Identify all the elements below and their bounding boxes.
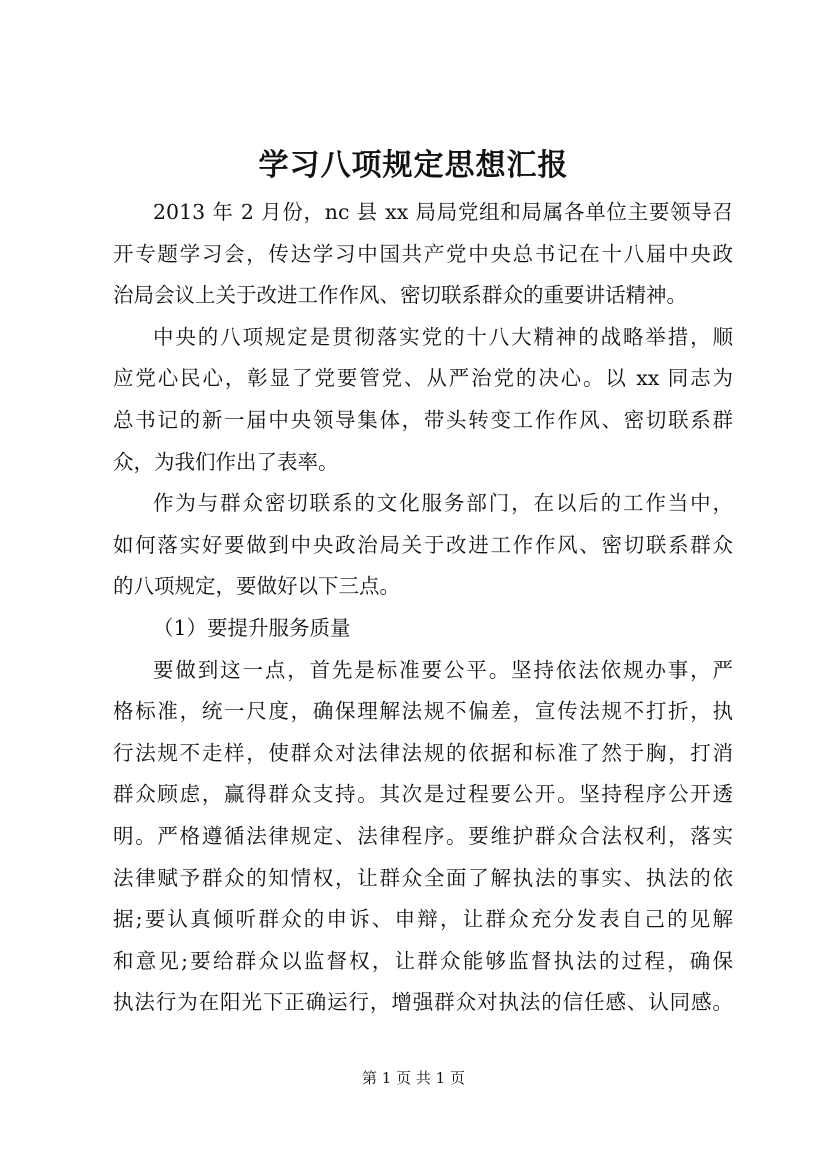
paragraph-line: 和意见;要给群众以监督权，让群众能够监督执法的过程，确保 [113, 948, 733, 973]
paragraph-line: 执法行为在阳光下正确运行，增强群众对执法的信任感、认同感。 [113, 990, 733, 1015]
paragraph-line: 行法规不走样，使群众对法律法规的依据和标准了然于胸，打消 [113, 740, 733, 765]
paragraph-line: 作为与群众密切联系的文化服务部门，在以后的工作当中， [153, 491, 733, 516]
paragraph-line: 应党心民心，彰显了党要管党、从严治党的决心。以 xx 同志为 [113, 366, 733, 391]
paragraph-line: 总书记的新一届中央领导集体，带头转变工作作风、密切联系群 [113, 407, 733, 432]
paragraph-line: 治局会议上关于改进工作作风、密切联系群众的重要讲话精神。 [113, 283, 687, 308]
paragraph-line: 如何落实好要做到中央政治局关于改进工作作风、密切联系群众 [113, 532, 733, 557]
paragraph-line: 众，为我们作出了表率。 [113, 449, 339, 474]
paragraph-line: 开专题学习会，传达学习中国共产党中央总书记在十八届中央政 [113, 241, 733, 266]
paragraph-line: 法律赋予群众的知情权，让群众全面了解执法的事实、执法的依 [113, 865, 733, 890]
paragraph-line: 群众顾虑，赢得群众支持。其次是过程要公开。坚持程序公开透 [113, 782, 733, 807]
page-number-footer: 第 1 页 共 1 页 [362, 1069, 465, 1087]
paragraph-line: 格标准，统一尺度，确保理解法规不偏差，宣传法规不打折，执 [113, 699, 733, 724]
paragraph-line: 据;要认真倾听群众的申诉、申辩，让群众充分发表自己的见解 [113, 907, 733, 932]
paragraph-line: 中央的八项规定是贯彻落实党的十八大精神的战略举措，顺 [153, 324, 733, 349]
paragraph-line: 2013 年 2 月份，nc 县 xx 局局党组和局属各单位主要领导召 [153, 200, 733, 224]
section-heading: （1）要提升服务质量 [153, 615, 351, 640]
document-title: 学习八项规定思想汇报 [258, 148, 569, 183]
paragraph-line: 要做到这一点，首先是标准要公平。坚持依法依规办事，严 [153, 657, 733, 682]
paragraph-line: 明。严格遵循法律规定、法律程序。要维护群众合法权利，落实 [113, 823, 733, 848]
document-body [113, 192, 733, 1024]
paragraph-line: 的八项规定，要做好以下三点。 [113, 574, 400, 599]
